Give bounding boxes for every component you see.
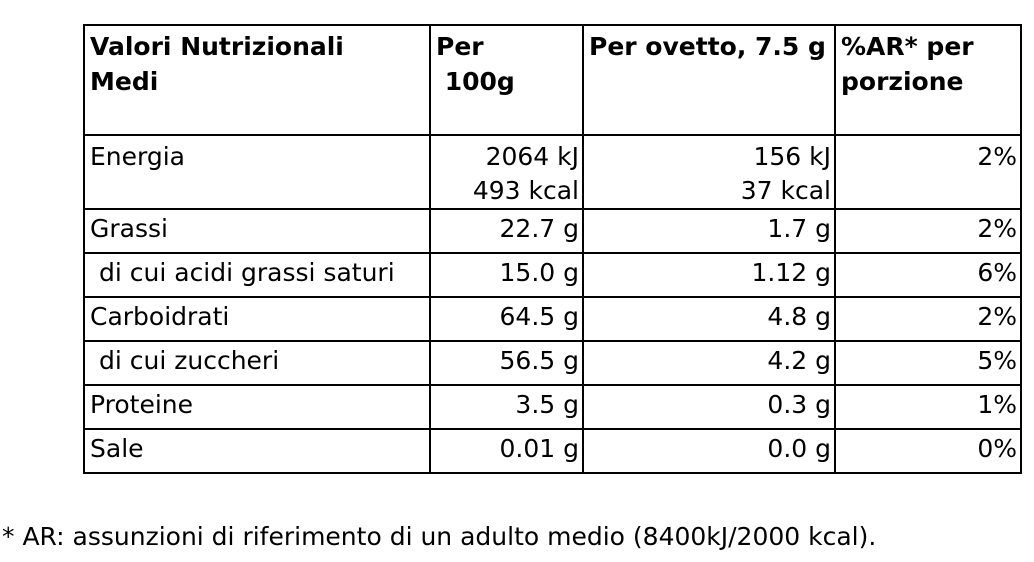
serving-kcal: 37 kcal xyxy=(740,176,831,205)
header-ar-line1: %AR* per xyxy=(841,32,974,61)
per100-value: 56.5 g xyxy=(430,341,583,385)
per100-value: 0.01 g xyxy=(430,429,583,473)
serving-value: 0.3 g xyxy=(583,385,835,429)
per100-value: 22.7 g xyxy=(430,209,583,253)
header-per-serving-text: Per ovetto, 7.5 g xyxy=(589,32,826,61)
table-row-energy xyxy=(84,135,1021,209)
serving-value xyxy=(583,135,835,209)
table-row-saturated-fat xyxy=(84,253,1021,297)
per100-kcal: 493 kcal xyxy=(472,176,579,205)
ar-value: 1% xyxy=(835,385,1021,429)
nutrient-label: Sale xyxy=(84,429,430,473)
per100-value: 3.5 g xyxy=(430,385,583,429)
header-nutrient xyxy=(84,25,430,135)
table-row-sugars xyxy=(84,341,1021,385)
footnote: * AR: assunzioni di riferimento di un adulto medio (8400kJ/2000 kcal). xyxy=(2,522,877,551)
header-ar-line2: porzione xyxy=(841,67,964,96)
header-per-100g-line1: Per xyxy=(436,32,484,61)
ar-value: 6% xyxy=(835,253,1021,297)
serving-value: 4.8 g xyxy=(583,297,835,341)
ar-value: 5% xyxy=(835,341,1021,385)
header-per-100g-line2: 100g xyxy=(436,67,515,96)
header-per-serving xyxy=(583,25,835,135)
per100-value: 15.0 g xyxy=(430,253,583,297)
table-row-salt xyxy=(84,429,1021,473)
nutrient-label: Proteine xyxy=(84,385,430,429)
header-per-100g xyxy=(430,25,583,135)
header-ar-percent xyxy=(835,25,1021,135)
nutrient-label: Grassi xyxy=(84,209,430,253)
ar-value: 2% xyxy=(835,297,1021,341)
table-row-carbohydrates xyxy=(84,297,1021,341)
nutrient-label: di cui zuccheri xyxy=(84,341,430,385)
nutrient-label: di cui acidi grassi saturi xyxy=(84,253,430,297)
serving-value: 1.7 g xyxy=(583,209,835,253)
serving-kj: 156 kJ xyxy=(753,142,831,171)
per100-value: 64.5 g xyxy=(430,297,583,341)
nutrient-label: Energia xyxy=(84,135,430,209)
serving-value: 1.12 g xyxy=(583,253,835,297)
per100-kj: 2064 kJ xyxy=(485,142,579,171)
serving-value: 4.2 g xyxy=(583,341,835,385)
table-row-fat xyxy=(84,209,1021,253)
header-row xyxy=(84,25,1021,135)
nutrition-table xyxy=(83,24,1022,474)
header-nutrient-line2: Medi xyxy=(90,67,159,96)
serving-value: 0.0 g xyxy=(583,429,835,473)
nutrient-label: Carboidrati xyxy=(84,297,430,341)
per100-value xyxy=(430,135,583,209)
table-row-protein xyxy=(84,385,1021,429)
header-nutrient-line1: Valori Nutrizionali xyxy=(90,32,344,61)
ar-value: 0% xyxy=(835,429,1021,473)
ar-value: 2% xyxy=(835,135,1021,209)
ar-value: 2% xyxy=(835,209,1021,253)
